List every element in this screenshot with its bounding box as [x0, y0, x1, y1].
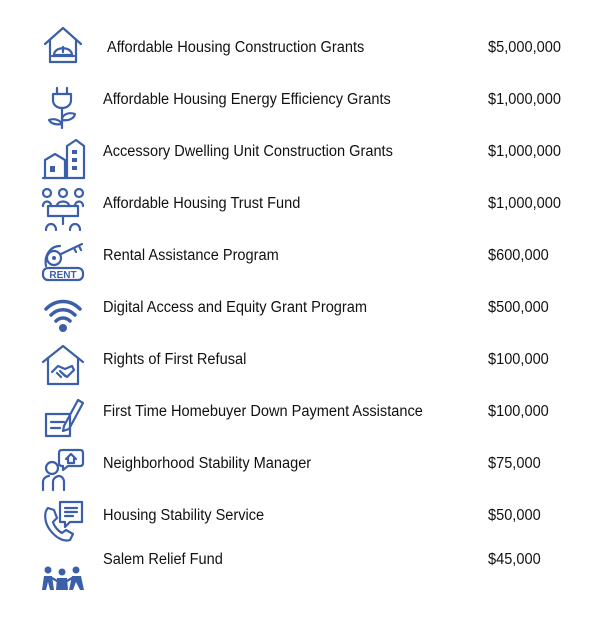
- buildings-icon: [40, 134, 86, 180]
- list-item: [0, 126, 600, 178]
- list-item: [0, 386, 600, 438]
- program-amount: $500,000: [488, 299, 549, 316]
- handshake-house-icon: [40, 342, 86, 388]
- program-label: Rental Assistance Program: [103, 247, 279, 264]
- phone-chat-icon: [40, 498, 86, 544]
- program-amount: $100,000: [488, 351, 549, 368]
- program-amount: $50,000: [488, 507, 541, 524]
- house-with-hardhat-icon: [40, 22, 86, 68]
- list-item: [0, 22, 600, 74]
- plug-plant-icon: [40, 84, 86, 130]
- list-item: [0, 438, 600, 490]
- program-amount: $5,000,000: [488, 39, 561, 56]
- group-meeting-icon: [40, 186, 86, 232]
- list-item: [0, 178, 600, 230]
- form-pen-icon: [40, 394, 86, 440]
- program-label: Rights of First Refusal: [103, 351, 247, 368]
- program-amount: $1,000,000: [488, 195, 561, 212]
- program-amount: $1,000,000: [488, 91, 561, 108]
- program-label: Affordable Housing Construction Grants: [107, 39, 365, 56]
- program-amount: $75,000: [488, 455, 541, 472]
- rent-key-icon: [40, 236, 86, 282]
- program-label: Affordable Housing Energy Efficiency Grants: [103, 91, 391, 108]
- people-helping-icon: [40, 550, 86, 596]
- program-label: Affordable Housing Trust Fund: [103, 195, 301, 212]
- program-label: Neighborhood Stability Manager: [103, 455, 312, 472]
- program-label: Housing Stability Service: [103, 507, 265, 524]
- program-label: Salem Relief Fund: [103, 551, 223, 568]
- list-item: [0, 230, 600, 282]
- program-amount: $45,000: [488, 551, 541, 568]
- program-label: First Time Homebuyer Down Payment Assistance: [103, 403, 423, 420]
- program-amount: $1,000,000: [488, 143, 561, 160]
- wifi-icon: [40, 290, 86, 336]
- program-label: Accessory Dwelling Unit Construction Grants: [103, 143, 393, 160]
- list-item: [0, 334, 600, 386]
- list-item: [0, 542, 600, 594]
- rent-badge-text: RENT: [49, 270, 77, 281]
- program-amount: $100,000: [488, 403, 549, 420]
- people-speech-house-icon: [40, 446, 86, 492]
- list-item: [0, 74, 600, 126]
- program-amount: $600,000: [488, 247, 549, 264]
- list-item: [0, 282, 600, 334]
- program-label: Digital Access and Equity Grant Program: [103, 299, 368, 316]
- list-item: [0, 490, 600, 542]
